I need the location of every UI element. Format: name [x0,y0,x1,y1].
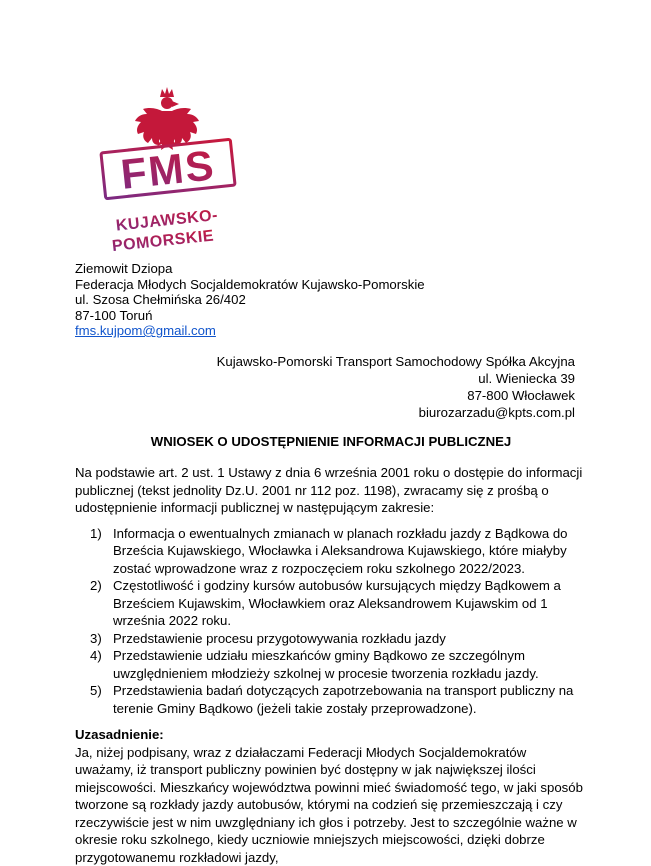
document-title: WNIOSEK O UDOSTĘPNIENIE INFORMACJI PUBLICZNEJ [75,433,587,451]
logo-region-line2: POMORSKIE [111,227,215,255]
item-text: Częstotliwość i godziny kursów autobusów kursujących między Bądkowem a Brześciem Kujawskim, Włocławkiem oraz Aleksandrowem Kujawskim od 1 września 2022 roku. [113,577,587,630]
item-text: Informacja o ewentualnych zmianach w planach rozkładu jazdy z Bądkowa do Brześcia Kujawskiego, Włocławka i Aleksandrowa Kujawskiego, które miałyby zostać wprowadzone wraz z rozpoczęciem roku szkolnego 2022/2023. [113,525,587,578]
item-text: Przedstawienie udziału mieszkańców gminy Bądkowo ze szczególnym uwzględnieniem młodzieży szkolnej w procesie tworzenia rozkładu jazdy. [113,647,587,682]
fms-logo [75,82,587,248]
request-list [75,525,587,718]
recipient-street: ul. Wieniecka 39 [75,370,575,387]
item-number: 3) [90,630,113,648]
item-number: 2) [90,577,113,630]
logo-fms-text: FMS [119,141,218,198]
eagle-icon [135,87,199,150]
request-list-item [90,647,587,682]
item-number: 1) [90,525,113,578]
item-number: 4) [90,647,113,682]
sender-city: 87-100 Toruń [75,308,587,324]
logo-region-line1: KUJAWSKO- [115,207,218,235]
sender-name: Ziemowit Dziopa [75,261,587,277]
item-number: 5) [90,682,113,717]
item-text: Przedstawienie procesu przygotowywania rozkładu jazdy [113,630,587,648]
recipient-email: biurozarzadu@kpts.com.pl [75,404,575,421]
intro-paragraph: Na podstawie art. 2 ust. 1 Ustawy z dnia 6 września 2001 roku o dostępie do informacji publicznej (tekst jednolity Dz.U. 2001 nr 112 poz. 1198), zwracamy się z prośbą o udostępnienie informacji publicznej w następującym zakresie: [75,464,587,517]
request-list-item [90,525,587,578]
recipient-city: 87-800 Włocławek [75,387,575,404]
sender-street: ul. Szosa Chełmińska 26/402 [75,292,587,308]
request-list-item [90,630,587,648]
recipient-company: Kujawsko-Pomorski Transport Samochodowy Spółka Akcyjna [75,353,575,370]
sender-block [75,261,587,339]
request-list-item [90,577,587,630]
sender-organization: Federacja Młodych Socjaldemokratów Kujawsko-Pomorskie [75,277,587,293]
request-list-item [90,682,587,717]
recipient-block [75,353,575,421]
sender-email-link[interactable]: fms.kujpom@gmail.com [75,323,216,338]
item-text: Przedstawienia badań dotyczących zapotrzebowania na transport publiczny na terenie Gminy Bądkowo (jeżeli takie zostały przeprowadzone). [113,682,587,717]
justification-section [75,726,587,866]
justification-heading: Uzasadnienie: [75,726,587,744]
justification-paragraph: Ja, niżej podpisany, wraz z działaczami Federacji Młodych Socjaldemokratów uważamy, iż transport publiczny powinien być dostępny w jak największej ilości miejscowości. Mieszkańcy województwa powinni mieć świadomość tego, w jaki sposób tworzone są rozkłady jazdy autobusów, którymi na codzień się przemieszczają i czy rzeczywiście jest w nim uwzględniany ich głos i potrzeby. Jest to szczególnie ważne w okresie roku szkolnego, kiedy uczniowie mniejszych miejscowości, dzięki dobrze przygotowanemu rozkładowi jazdy, [75,744,587,866]
